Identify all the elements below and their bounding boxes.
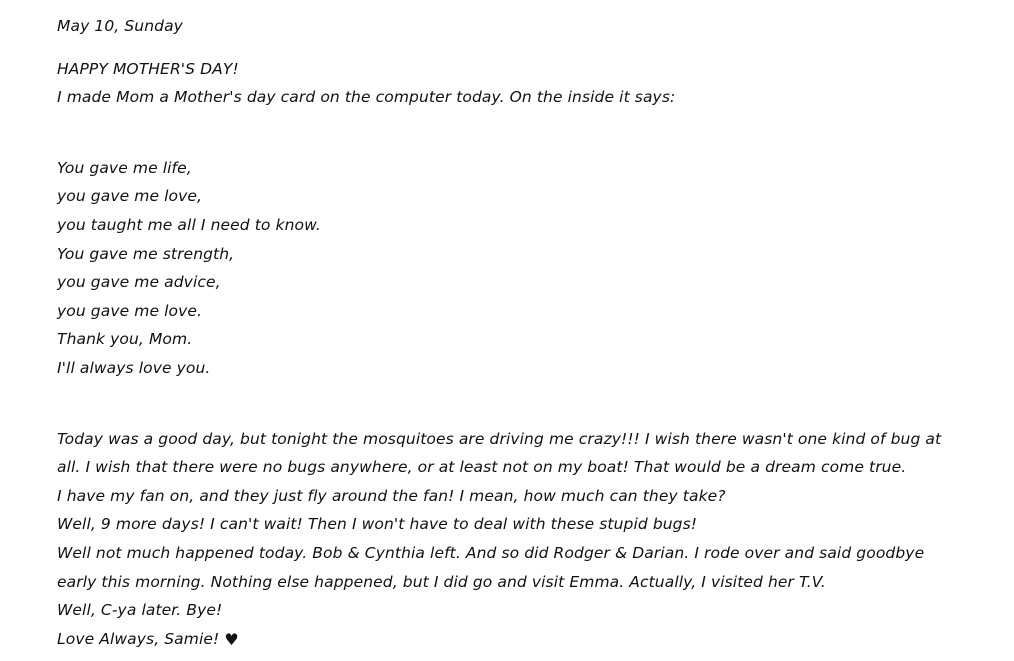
spacer (57, 112, 977, 154)
spacer (57, 383, 977, 425)
spacer (57, 41, 977, 55)
poem (57, 154, 977, 383)
body-paragraph: Well, 9 more days! I can't wait! Then I won't have to deal with these stupid bugs! (57, 515, 698, 534)
body-paragraph: I have my fan on, and they just fly around the fan! I mean, how much can they take? (57, 486, 726, 505)
poem-line: I'll always love you. (57, 358, 211, 377)
poem-line: you gave me advice, (57, 273, 221, 292)
signoff-line (57, 625, 977, 654)
entry-body (57, 425, 977, 654)
entry-date: May 10, Sunday (57, 17, 183, 35)
poem-line: you gave me love. (57, 301, 203, 320)
body-paragraph: Well, C-ya later. Bye! (57, 601, 223, 620)
diary-page (57, 12, 977, 653)
poem-line: You gave me strength, (57, 244, 235, 263)
heart-icon: ♥ (224, 629, 239, 649)
poem-line: Thank you, Mom. (57, 330, 193, 349)
poem-line: you gave me love, (57, 187, 203, 206)
poem-line: you taught me all I need to know. (57, 215, 321, 234)
body-paragraph: Well not much happened today. Bob & Cynthia left. And so did Rodger & Darian. I rode over and said goodbye early this morning. Nothing else happened, but I did go and visit Emma. Actually, I visited her T.V. (57, 543, 925, 591)
signoff: Love Always, Samie! (57, 629, 220, 648)
poem-line: You gave me life, (57, 158, 192, 177)
greeting: HAPPY MOTHER'S DAY! (57, 59, 239, 78)
body-paragraph: Today was a good day, but tonight the mosquitoes are driving me crazy!!! I wish there wasn't one kind of bug at all. I wish that there were no bugs anywhere, or at least not on my boat! That would be a dream come true. (57, 429, 942, 477)
intro-text: I made Mom a Mother's day card on the computer today. On the inside it says: (57, 88, 676, 107)
